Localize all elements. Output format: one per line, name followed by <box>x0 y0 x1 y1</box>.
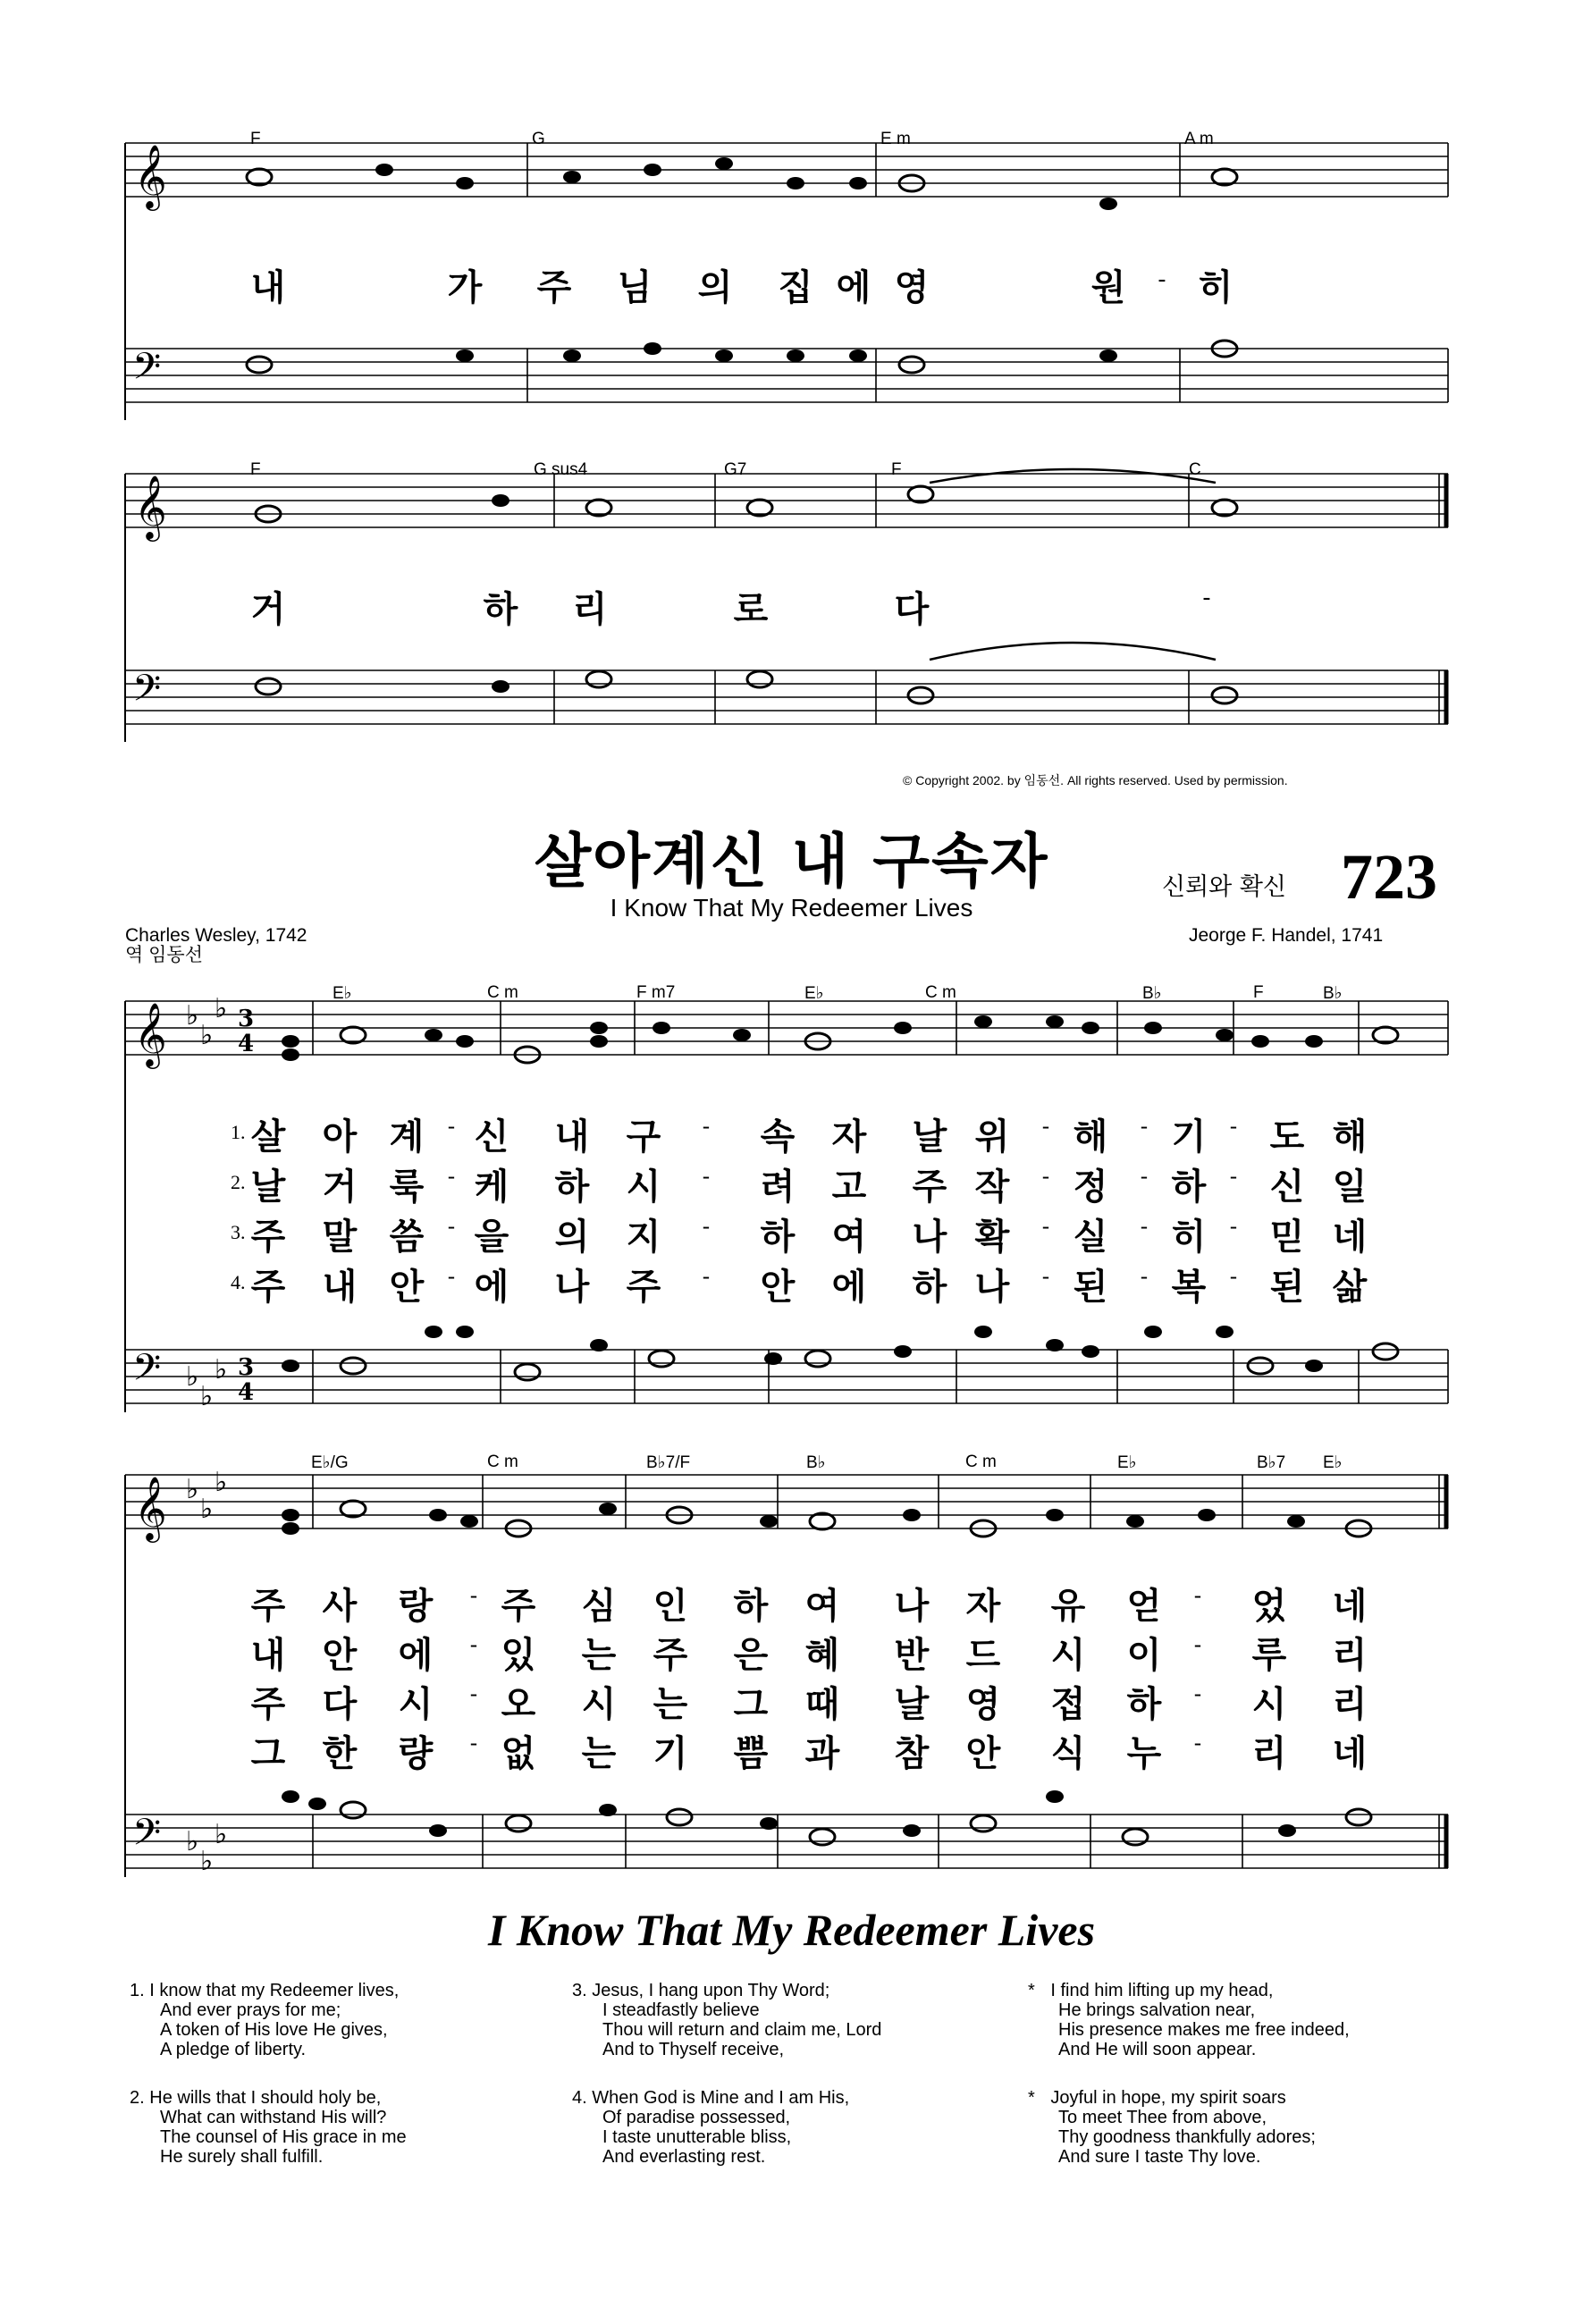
lyric-hyphen: - <box>469 1681 478 1706</box>
chord-symbol: F <box>250 460 261 479</box>
lyric-syllable: 된 <box>1269 1267 1305 1308</box>
lyric-syllable: 는 <box>581 1733 617 1774</box>
chord-symbol: C m <box>925 983 956 1002</box>
lyric-hyphen: - <box>447 1114 456 1139</box>
lyric-syllable: 믿 <box>1269 1217 1305 1258</box>
lyric-syllable: 내 <box>554 1116 590 1158</box>
lyric-syllable: 히 <box>1171 1217 1207 1258</box>
lyric-syllable: 내 <box>322 1267 358 1308</box>
lyric-syllable: 기 <box>653 1733 688 1774</box>
lyric-syllable: 영 <box>965 1684 1001 1725</box>
verse-text: Jesus, I hang upon Thy Word; <box>592 1981 830 2000</box>
lyric-syllable: 거 <box>250 589 286 630</box>
lyric-syllable: 의 <box>697 267 733 308</box>
lyric-syllable: 주 <box>250 1217 286 1258</box>
svg-text:4: 4 <box>238 1031 255 1057</box>
lyric-syllable: 는 <box>581 1635 617 1676</box>
lyric-syllable: 자 <box>831 1116 867 1158</box>
chord-symbol: C m <box>965 1452 997 1471</box>
lyric-syllable: 신 <box>474 1116 509 1158</box>
lyric-syllable: 속 <box>760 1116 796 1158</box>
lyric-syllable: 사 <box>322 1586 358 1627</box>
lyric-syllable: 주 <box>912 1166 947 1208</box>
verse-line: His presence makes me free indeed, <box>1058 2020 1350 2040</box>
lyricist-credit <box>125 926 307 965</box>
lyric-syllable: 려 <box>760 1166 796 1208</box>
lyric-syllable: 다 <box>322 1684 358 1725</box>
lyric-hyphen: - <box>469 1583 478 1608</box>
lyricist: Charles Wesley, 1742 <box>125 925 307 946</box>
verse-line: Thou will return and claim me, Lord <box>602 2020 882 2040</box>
svg-text:♭: ♭ <box>186 1474 199 1505</box>
lyric-syllable: 거 <box>322 1166 358 1208</box>
svg-text:♭: ♭ <box>215 1819 228 1850</box>
lyric-syllable: 주 <box>536 267 572 308</box>
lyric-syllable: 정 <box>1073 1166 1108 1208</box>
lyric-syllable: 리 <box>1332 1684 1368 1725</box>
verse-line: And everlasting rest. <box>602 2147 766 2167</box>
lyric-syllable: 드 <box>965 1635 1001 1676</box>
lyric-syllable: 혜 <box>804 1635 840 1676</box>
lyric-syllable: 자 <box>965 1586 1001 1627</box>
lyric-syllable: 누 <box>1126 1733 1162 1774</box>
lyric-syllable: 하 <box>912 1267 947 1308</box>
verse-number: 2. <box>231 1171 246 1193</box>
lyric-syllable: 로 <box>733 589 769 630</box>
svg-text:♭: ♭ <box>200 1494 214 1525</box>
lyric-hyphen: - <box>702 1114 711 1139</box>
chord-symbol: F m7 <box>636 983 676 1002</box>
lyric-syllable: 다 <box>894 589 930 630</box>
chord-symbol: E♭/G <box>311 1453 349 1472</box>
chord-symbol: G sus4 <box>534 460 588 479</box>
lyric-hyphen: - <box>469 1730 478 1756</box>
chord-symbol: E♭ <box>804 984 824 1003</box>
lyric-syllable: 여 <box>804 1586 840 1627</box>
lyric-hyphen: - <box>1041 1164 1050 1189</box>
verse-line: What can withstand His will? <box>160 2108 387 2127</box>
lyric-syllable: 지 <box>626 1217 661 1258</box>
verse-number: 3. <box>231 1221 246 1243</box>
chord-symbol: F <box>891 460 902 479</box>
svg-text:4: 4 <box>238 1379 255 1406</box>
refrain-marker: * <box>1028 2088 1035 2108</box>
lyric-syllable: 그 <box>733 1684 769 1725</box>
verse-line-3 <box>0 1208 1583 1258</box>
svg-text:3: 3 <box>238 1006 255 1032</box>
verse-number: 4. <box>231 1271 246 1293</box>
lyric-syllable: 주 <box>250 1684 286 1725</box>
lyric-syllable: 주 <box>501 1586 536 1627</box>
hymn-title-korean: 살아계신 내 구속자 <box>534 827 1049 896</box>
svg-text:♭: ♭ <box>200 1381 214 1412</box>
svg-text:𝄢: 𝄢 <box>132 345 162 397</box>
refrain-marker: * <box>1028 1981 1035 2000</box>
verse-line <box>130 2088 407 2108</box>
verse-line-1 <box>0 1578 1583 1627</box>
lyric-syllable: 는 <box>653 1684 688 1725</box>
english-title: I Know That My Redeemer Lives <box>487 1905 1096 1955</box>
lyric-syllable: 고 <box>831 1166 867 1208</box>
translator: 역 임동선 <box>125 945 203 965</box>
lyric-hyphen: - <box>1193 1681 1202 1706</box>
verse-line: And He will soon appear. <box>1058 2040 1257 2059</box>
lyric-syllable: 하 <box>483 589 518 630</box>
chord-symbol: B♭7 <box>1257 1453 1286 1472</box>
lyric-syllable: 없 <box>501 1733 536 1774</box>
lyric-syllable: 을 <box>474 1217 509 1258</box>
lyric-hyphen: - <box>1193 1632 1202 1657</box>
lyric-syllable: 히 <box>1198 267 1234 308</box>
lyric-syllable: 안 <box>322 1635 358 1676</box>
svg-text:𝄢: 𝄢 <box>132 1346 162 1398</box>
verse-text: Joyful in hope, my spirit soars <box>1050 2088 1286 2108</box>
lyric-syllable: 하 <box>1171 1166 1207 1208</box>
lyric-syllable: 시 <box>1050 1635 1086 1676</box>
lyric-syllable: 은 <box>733 1635 769 1676</box>
lyric-syllable: 기 <box>1171 1116 1207 1158</box>
lyric-syllable: 나 <box>554 1267 590 1308</box>
lyric-hyphen: - <box>469 1632 478 1657</box>
verse-line: He brings salvation near, <box>1058 2000 1256 2020</box>
svg-text:♭: ♭ <box>186 1000 199 1031</box>
hymn-title-english: I Know That My Redeemer Lives <box>610 894 973 922</box>
lyric-syllable: 복 <box>1171 1267 1207 1308</box>
verse-line: The counsel of His grace in me <box>160 2127 407 2147</box>
chord-symbol: F <box>250 130 261 148</box>
english-verse-refrain-2 <box>1028 2088 1316 2167</box>
lyric-hyphen: - <box>1140 1114 1149 1139</box>
svg-text:𝄞: 𝄞 <box>134 1475 167 1540</box>
lyric-syllable: 참 <box>894 1733 930 1774</box>
lyric-hyphen: - <box>1229 1114 1238 1139</box>
lyric-hyphen: - <box>1140 1264 1149 1289</box>
lyric-syllable: 인 <box>653 1586 688 1627</box>
lyric-syllable: 그 <box>250 1733 286 1774</box>
lyric-syllable: 쁨 <box>733 1733 769 1774</box>
verse-line: And ever prays for me; <box>160 2000 341 2020</box>
verse-line: Of paradise possessed, <box>602 2108 791 2127</box>
chord-symbol: G7 <box>724 460 747 479</box>
lyric-syllable: 날 <box>250 1166 286 1208</box>
lyric-syllable: 가 <box>447 267 483 308</box>
svg-text:3: 3 <box>238 1354 255 1381</box>
lyric-hyphen: - <box>1041 1214 1050 1239</box>
lyric-syllable: 에 <box>474 1267 509 1308</box>
chord-symbol: C m <box>487 983 518 1002</box>
verse-number: 3. <box>572 1981 587 2000</box>
lyric-syllable: 하 <box>554 1166 590 1208</box>
verse-line: I taste unutterable bliss, <box>602 2127 792 2147</box>
verse-text: I know that my Redeemer lives, <box>149 1981 400 2000</box>
lyric-syllable: 량 <box>398 1733 434 1774</box>
lyric-syllable: 나 <box>894 1586 930 1627</box>
lyric-syllable: 씀 <box>389 1217 425 1258</box>
english-verse-1 <box>130 1981 399 2059</box>
svg-text:𝄢: 𝄢 <box>132 1811 162 1863</box>
chord-symbol: E♭ <box>1117 1453 1137 1472</box>
lyric-syllable: 접 <box>1050 1684 1086 1725</box>
verse-line <box>572 2088 849 2108</box>
lyric-syllable: 주 <box>626 1267 661 1308</box>
svg-text:𝄞: 𝄞 <box>134 474 167 539</box>
lyric-syllable: 심 <box>581 1586 617 1627</box>
lyric-syllable: 에 <box>831 1267 867 1308</box>
verse-line <box>1028 2088 1316 2108</box>
lyric-syllable: 살 <box>250 1116 286 1158</box>
chord-symbol: F <box>1253 983 1264 1002</box>
verse-line <box>1028 1981 1350 2000</box>
chord-symbol: C <box>1189 460 1201 479</box>
lyric-syllable: 하 <box>733 1586 769 1627</box>
lyric-syllable: 하 <box>1126 1684 1162 1725</box>
copyright-notice: © Copyright 2002. by 임동선. All rights reserved. Used by permission. <box>903 773 1288 787</box>
lyric-hyphen: - <box>1041 1114 1050 1139</box>
lyric-line-prev-1 <box>0 259 1583 308</box>
lyric-syllable: 과 <box>804 1733 840 1774</box>
verse-line: Thy goodness thankfully adores; <box>1058 2127 1316 2147</box>
verse-number: 1. <box>231 1121 246 1143</box>
lyric-hyphen: - <box>447 1214 456 1239</box>
lyric-syllable: 시 <box>626 1166 661 1208</box>
lyric-syllable: 날 <box>912 1116 947 1158</box>
lyric-syllable: 랑 <box>398 1586 434 1627</box>
lyric-hyphen: - <box>702 1164 711 1189</box>
lyric-hyphen: - <box>1229 1164 1238 1189</box>
lyric-syllable: 확 <box>974 1217 1010 1258</box>
chord-symbol: G <box>532 130 545 148</box>
lyric-syllable: 된 <box>1073 1267 1108 1308</box>
chord-symbol: C m <box>487 1452 518 1471</box>
lyric-hyphen: - <box>702 1214 711 1239</box>
verse-line <box>572 1981 881 2000</box>
lyric-syllable: 내 <box>250 267 286 308</box>
lyric-hyphen: - <box>447 1164 456 1189</box>
lyric-hyphen: - <box>1140 1214 1149 1239</box>
lyric-syllable: 네 <box>1332 1586 1368 1627</box>
lyric-syllable: 룩 <box>389 1166 425 1208</box>
lyric-hyphen: - <box>1193 1730 1202 1756</box>
svg-text:♭: ♭ <box>186 1826 199 1857</box>
lyric-syllable: 때 <box>804 1684 840 1725</box>
english-verse-refrain-1 <box>1028 1981 1350 2059</box>
verse-line-3 <box>0 1676 1583 1725</box>
verse-number: 1. <box>130 1981 145 2000</box>
svg-text:♭: ♭ <box>215 1467 228 1498</box>
lyric-syllable: 나 <box>974 1267 1010 1308</box>
chord-symbol: A m <box>1184 130 1214 148</box>
lyric-syllable: 원 <box>1090 267 1126 308</box>
lyric-syllable: 이 <box>1126 1635 1162 1676</box>
lyric-syllable: 었 <box>1251 1586 1287 1627</box>
verse-line: A token of His love He gives, <box>160 2020 388 2040</box>
lyric-syllable: 오 <box>501 1684 536 1725</box>
lyric-syllable: 구 <box>626 1116 661 1158</box>
english-verse-2 <box>130 2088 407 2167</box>
verse-line-4 <box>0 1259 1583 1308</box>
lyric-syllable: 케 <box>474 1166 509 1208</box>
lyric-syllable: 리 <box>572 589 608 630</box>
verse-line-2 <box>0 1627 1583 1676</box>
lyric-syllable: 삶 <box>1332 1267 1368 1308</box>
lyric-hyphen: - <box>1229 1264 1238 1289</box>
lyric-syllable: 아 <box>322 1116 358 1158</box>
verse-text: He wills that I should holy be, <box>149 2088 382 2108</box>
lyric-syllable: 시 <box>1251 1684 1287 1725</box>
lyric-hyphen: - <box>1229 1214 1238 1239</box>
chord-symbol: E m <box>880 130 911 148</box>
lyric-syllable: 안 <box>389 1267 425 1308</box>
lyric-syllable: 에 <box>836 267 871 308</box>
svg-text:𝄞: 𝄞 <box>134 143 167 208</box>
lyric-syllable: 집 <box>778 267 813 308</box>
lyric-syllable: 신 <box>1269 1166 1305 1208</box>
english-verse-4 <box>572 2088 849 2167</box>
lyric-hyphen: - <box>1041 1264 1050 1289</box>
lyric-line-prev-2 <box>0 581 1583 630</box>
lyric-syllable: 작 <box>974 1166 1010 1208</box>
chord-symbol: E♭ <box>333 984 352 1003</box>
lyric-syllable: 날 <box>894 1684 930 1725</box>
verse-line: And to Thyself receive, <box>602 2040 785 2059</box>
lyric-syllable: 주 <box>250 1586 286 1627</box>
svg-text:♭: ♭ <box>200 1020 214 1051</box>
chord-symbol: B♭7/F <box>646 1453 691 1472</box>
lyric-hyphen: - <box>1193 1583 1202 1608</box>
lyric-syllable: 영 <box>894 267 930 308</box>
svg-text:♭: ♭ <box>186 1361 199 1393</box>
verse-text: I find him lifting up my head, <box>1050 1981 1274 2000</box>
verse-line: To meet Thee from above, <box>1058 2108 1267 2127</box>
lyric-syllable: 도 <box>1269 1116 1305 1158</box>
verse-line: I steadfastly believe <box>602 2000 760 2020</box>
verse-number: 4. <box>572 2088 587 2108</box>
verse-line-2 <box>0 1158 1583 1208</box>
verse-line-4 <box>0 1725 1583 1774</box>
composer-credit: Jeorge F. Handel, 1741 <box>1189 925 1384 946</box>
lyric-hyphen: - <box>1158 266 1166 293</box>
lyric-syllable: 하 <box>760 1217 796 1258</box>
lyric-syllable: 루 <box>1251 1635 1287 1676</box>
hymn-topic: 신뢰와 확신 <box>1162 873 1286 901</box>
lyric-hyphen: - <box>447 1264 456 1289</box>
lyric-syllable: 시 <box>581 1684 617 1725</box>
svg-text:♭: ♭ <box>200 1846 214 1877</box>
verse-line <box>130 1981 399 2000</box>
chord-symbol: B♭ <box>1142 984 1162 1003</box>
lyric-syllable: 안 <box>965 1733 1001 1774</box>
lyric-syllable: 네 <box>1332 1733 1368 1774</box>
english-verse-3 <box>572 1981 881 2059</box>
lyric-syllable: 네 <box>1332 1217 1368 1258</box>
lyric-syllable: 유 <box>1050 1586 1086 1627</box>
chord-symbol: B♭ <box>806 1453 826 1472</box>
verse-line: And sure I taste Thy love. <box>1058 2147 1261 2167</box>
lyric-syllable: 해 <box>1073 1116 1108 1158</box>
lyric-syllable: 실 <box>1073 1217 1108 1258</box>
svg-text:♭: ♭ <box>215 993 228 1024</box>
lyric-syllable: 주 <box>250 1267 286 1308</box>
lyric-syllable: 의 <box>554 1217 590 1258</box>
lyric-syllable: 내 <box>250 1635 286 1676</box>
svg-text:𝄞: 𝄞 <box>134 1001 167 1066</box>
lyric-syllable: 한 <box>322 1733 358 1774</box>
verse-line: He surely shall fulfill. <box>160 2147 324 2167</box>
lyric-syllable: 얻 <box>1126 1586 1162 1627</box>
lyric-syllable: 반 <box>894 1635 930 1676</box>
lyric-syllable: 해 <box>1332 1116 1368 1158</box>
verse-number: 2. <box>130 2088 145 2108</box>
lyric-syllable: 에 <box>398 1635 434 1676</box>
lyric-hyphen: - <box>702 1264 711 1289</box>
lyric-syllable: 리 <box>1251 1733 1287 1774</box>
lyric-syllable: 말 <box>322 1217 358 1258</box>
verse-line: A pledge of liberty. <box>160 2040 307 2059</box>
lyric-syllable: 안 <box>760 1267 796 1308</box>
lyric-syllable: 시 <box>398 1684 434 1725</box>
chord-symbol: B♭ <box>1323 984 1343 1003</box>
chord-symbol: E♭ <box>1323 1453 1343 1472</box>
lyric-syllable: 일 <box>1332 1166 1368 1208</box>
hymn-number: 723 <box>1341 841 1437 913</box>
lyric-syllable: 님 <box>617 267 653 308</box>
svg-text:♭: ♭ <box>215 1354 228 1385</box>
lyric-syllable: 나 <box>912 1217 947 1258</box>
lyric-syllable: 리 <box>1332 1635 1368 1676</box>
lyric-syllable: 여 <box>831 1217 867 1258</box>
lyric-syllable: 있 <box>501 1635 536 1676</box>
lyric-syllable: 식 <box>1050 1733 1086 1774</box>
verse-text: When God is Mine and I am His, <box>592 2088 850 2108</box>
lyric-hyphen: - <box>1140 1164 1149 1189</box>
lyric-syllable: 계 <box>389 1116 425 1158</box>
lyric-hyphen: - <box>1202 585 1211 611</box>
lyric-syllable: 주 <box>653 1635 688 1676</box>
svg-text:𝄢: 𝄢 <box>132 667 162 719</box>
lyric-syllable: 위 <box>974 1116 1010 1158</box>
verse-line-1 <box>0 1108 1583 1158</box>
